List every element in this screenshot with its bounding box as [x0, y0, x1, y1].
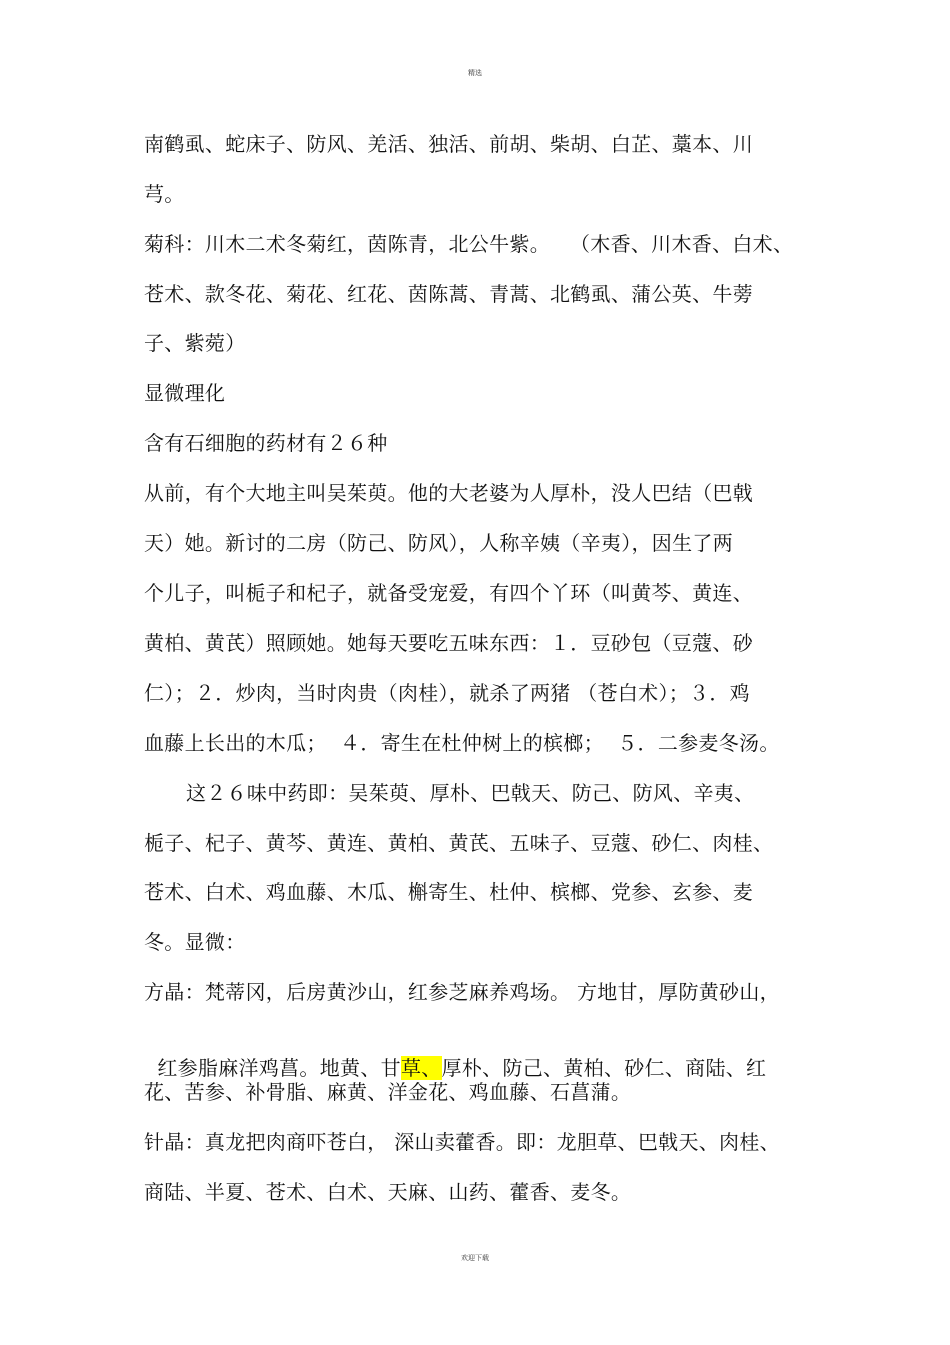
text-segment: 红参脂麻洋鸡菖。地黄、甘 — [157, 1056, 401, 1080]
text-line: 血藤上长出的木瓜； ４．寄生在杜仲树上的槟榔； ５．二参麦冬汤。 — [144, 731, 780, 755]
text-line: 个儿子，叫栀子和杞子，就备受宠爱，有四个丫环（叫黄芩、黄连、 — [144, 581, 753, 605]
text-line: 商陆、半夏、苍术、白术、天麻、山药、藿香、麦冬。 — [144, 1180, 632, 1204]
text-line: 天）她。新讨的二房（防己、防风），人称辛姨（辛夷），因生了两 — [144, 531, 733, 555]
text-line: 南鹤虱、蛇床子、防风、羌活、独活、前胡、柴胡、白芷、藁本、川 — [144, 132, 753, 156]
text-line: 黄柏、黄芪）照顾她。她每天要吃五味东西：１．豆砂包（豆蔻、砂 — [144, 631, 753, 655]
text-segment: 厚朴、防己、黄柏、砂仁、商陆、红 — [441, 1056, 767, 1080]
text-line: 苍术、款冬花、菊花、红花、茵陈蒿、青蒿、北鹤虱、蒲公英、牛蒡 — [144, 282, 753, 306]
highlighted-text: 草、 — [400, 1056, 442, 1080]
text-line: 子、紫菀） — [144, 331, 246, 355]
section-heading: 显微理化 — [144, 381, 226, 405]
text-line: 从前，有个大地主叫吴茱萸。他的大老婆为人厚朴，没人巴结（巴戟 — [144, 481, 753, 505]
text-line: 苍术、白术、鸡血藤、木瓜、槲寄生、杜仲、槟榔、党参、玄参、麦 — [144, 880, 753, 904]
text-line: 针晶：真龙把肉商吓苍白， 深山卖藿香。即：龙胆草、巴戟天、肉桂、 — [144, 1130, 780, 1154]
text-line: 方晶：梵蒂冈，后房黄沙山，红参芝麻养鸡场。 方地甘，厚防黄砂山， — [144, 980, 780, 1004]
text-line — [144, 1029, 766, 1081]
text-line: 花、苦参、补骨脂、麻黄、洋金花、鸡血藤、石菖蒲。 — [144, 1080, 632, 1104]
page-footer: 欢迎下载 — [461, 1254, 489, 1262]
page-header: 精选 — [468, 69, 482, 77]
text-line: 这２６味中药即：吴茱萸、厚朴、巴戟天、防己、防风、辛夷、 — [186, 781, 755, 805]
text-line: 芎。 — [144, 182, 185, 206]
text-line: 栀子、杞子、黄芩、黄连、黄柏、黄芪、五味子、豆蔻、砂仁、肉桂、 — [144, 831, 774, 855]
text-line: 菊科：川木二术冬菊红，茵陈青，北公牛紫。 （木香、川木香、白术、 — [144, 232, 794, 256]
text-line: 冬。显微： — [144, 930, 246, 954]
text-line: 仁）；２．炒肉，当时肉贵（肉桂），就杀了两猪 （苍白术）；３．鸡 — [144, 681, 750, 705]
text-line: 含有石细胞的药材有２６种 — [144, 431, 388, 455]
